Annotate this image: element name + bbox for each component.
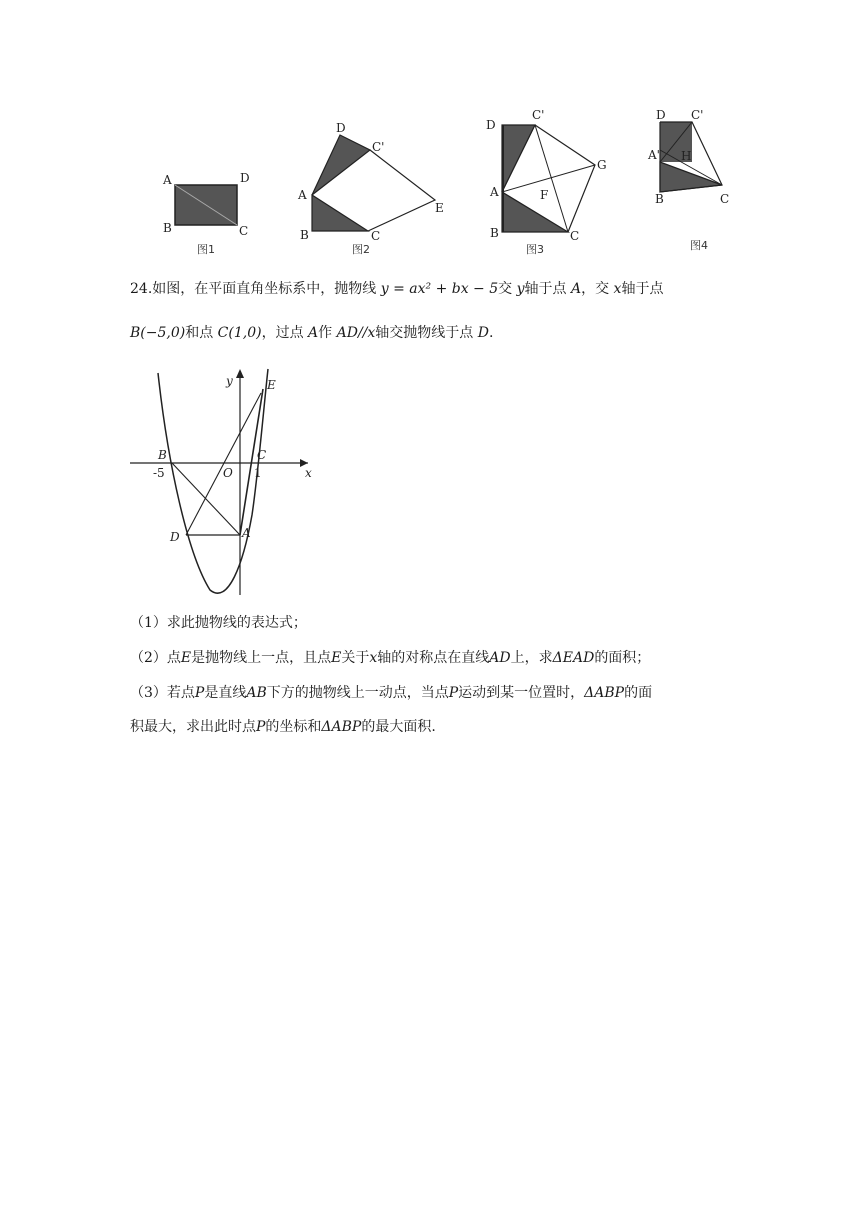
subq2-c: 关于 [341, 650, 370, 666]
fig3-label-c-prime: C' [532, 108, 545, 122]
fig3-caption: 图3 [526, 243, 544, 256]
q-text-1d: ，交 [581, 281, 610, 297]
fig4-label-h: H [681, 149, 692, 163]
q-text-1c: 轴于点 [524, 281, 567, 297]
q-line-ad: AD//x [336, 325, 376, 341]
subq2-f: 的面积； [594, 650, 651, 666]
fig4-label-a-prime: A' [648, 148, 660, 162]
fig3-bottom-triangle [502, 192, 568, 232]
point-e-label: E [267, 378, 276, 392]
question-line-2 [130, 322, 740, 344]
q-text-1a: 如图，在平面直角坐标系中，抛物线 [152, 281, 377, 297]
fig2-bottom-triangle [312, 195, 368, 231]
fig2-hidden [312, 195, 435, 200]
q-text-2c: 作 [318, 325, 333, 341]
fig3-label-f: F [540, 188, 549, 202]
fig4-caption: 图4 [690, 239, 708, 252]
fig4-label-c: C [720, 192, 730, 206]
fig3-label-g: G [597, 158, 607, 172]
fig2-label-e: E [435, 201, 444, 215]
q-var-x: x [613, 281, 622, 297]
tick-1-label: 1 [254, 466, 262, 480]
subq2-x: x [369, 650, 378, 666]
subq3-p3: P [256, 719, 266, 735]
subq3-d: 运动到某一位置时， [458, 685, 585, 701]
q-point-c: C(1,0) [217, 325, 262, 341]
q-var-a: A [570, 281, 582, 297]
fig1-label-d: D [240, 171, 250, 185]
fig4-label-c-prime: C' [691, 108, 704, 122]
subquestion-2 [130, 647, 740, 669]
subq3-p2: P [448, 685, 459, 701]
q-text-2end: . [488, 325, 494, 341]
fig1-caption: 图1 [197, 243, 215, 256]
subq2-e2: E [331, 650, 342, 666]
q-point-a: A [308, 325, 319, 341]
subq2-triangle: ΔEAD [552, 650, 595, 666]
origin-label: O [223, 466, 233, 480]
subq3-e: 的面 [624, 685, 653, 701]
subq3-c: 下方的抛物线上一动点，当点 [266, 685, 449, 701]
point-c-label: C [257, 448, 267, 462]
subq3-g: 的坐标和 [265, 719, 322, 735]
tick-neg5-label: -5 [153, 466, 165, 480]
fig1-label-a: A [163, 173, 172, 187]
subq3-triangle-2: ΔABP [321, 719, 362, 735]
figure-3 [486, 108, 607, 256]
subq2-b: 是抛物线上一点，且点 [191, 650, 332, 666]
x-axis-label: x [305, 466, 312, 480]
point-a-label: A [242, 526, 251, 540]
fig2-kite-edges [368, 150, 435, 231]
subq2-e: 上，求 [510, 650, 553, 666]
subq2-e1: E [180, 650, 192, 666]
figure-2 [297, 121, 444, 256]
parabola-svg [128, 365, 328, 600]
subq3-b: 是直线 [204, 685, 247, 701]
figure-1 [162, 171, 250, 256]
subquestion-1 [130, 612, 740, 634]
figures-svg [150, 95, 750, 265]
fig1-label-c: C [239, 224, 249, 238]
subq2-d: 轴的对称点在直线 [377, 650, 490, 666]
subq3-ab: AB [246, 685, 267, 701]
parabola-graph [128, 365, 328, 604]
subquestion-3-line-1 [130, 682, 740, 704]
point-b-label: B [158, 448, 167, 462]
q-point-d: D [477, 325, 489, 341]
figure-4 [647, 108, 729, 252]
fig2-label-a: A [298, 188, 307, 202]
q-text-2a: 和点 [185, 325, 214, 341]
subq3-a: （3）若点 [130, 685, 195, 701]
fig3-left-edge [502, 125, 504, 232]
fig2-top-triangle [312, 135, 370, 195]
fig1-label-b: B [163, 221, 172, 235]
fig2-label-c-prime: C' [372, 140, 385, 154]
fig3-label-b: B [490, 226, 499, 240]
y-axis-arrow [236, 369, 244, 378]
fig2-caption: 图2 [352, 243, 370, 256]
parabola-formula: y = ax² + bx − 5 [380, 281, 499, 297]
segment-de [186, 393, 261, 535]
y-axis-label: y [226, 374, 233, 388]
subquestion-3-line-2 [130, 716, 740, 738]
geometry-figures [150, 95, 750, 265]
subq3-f: 积最大，求出此时点 [130, 719, 256, 735]
subq3-triangle-1: ΔABP [584, 685, 625, 701]
q-text-2b: ，过点 [261, 325, 304, 341]
q-text-1b: 交 [498, 281, 513, 297]
fig3-label-a: A [490, 185, 499, 199]
question-line-1 [130, 278, 740, 300]
fig3-label-d: D [486, 118, 496, 132]
q-point-b: B(−5,0) [130, 325, 186, 341]
subq2-ad: AD [489, 650, 511, 666]
q-text-1e: 轴于点 [621, 281, 664, 297]
point-d-label: D [170, 530, 180, 544]
fig4-label-d: D [656, 108, 666, 122]
fig2-label-b: B [300, 228, 309, 242]
subq3-h: 的最大面积. [361, 719, 436, 735]
subq2-a: （2）点 [130, 650, 181, 666]
fig4-label-b: B [655, 192, 664, 206]
parabola-curve [158, 369, 268, 593]
fig2-label-c: C [371, 229, 381, 243]
subq1-text: （1）求此抛物线的表达式； [130, 615, 307, 631]
fig3-label-c: C [570, 229, 580, 243]
subq3-p1: P [194, 685, 205, 701]
q-text-2d: 轴交抛物线于点 [375, 325, 474, 341]
fig3-right-edges [535, 125, 595, 232]
question-number: 24. [130, 281, 153, 297]
q-var-y: y [516, 281, 525, 297]
fig2-label-d: D [336, 121, 346, 135]
